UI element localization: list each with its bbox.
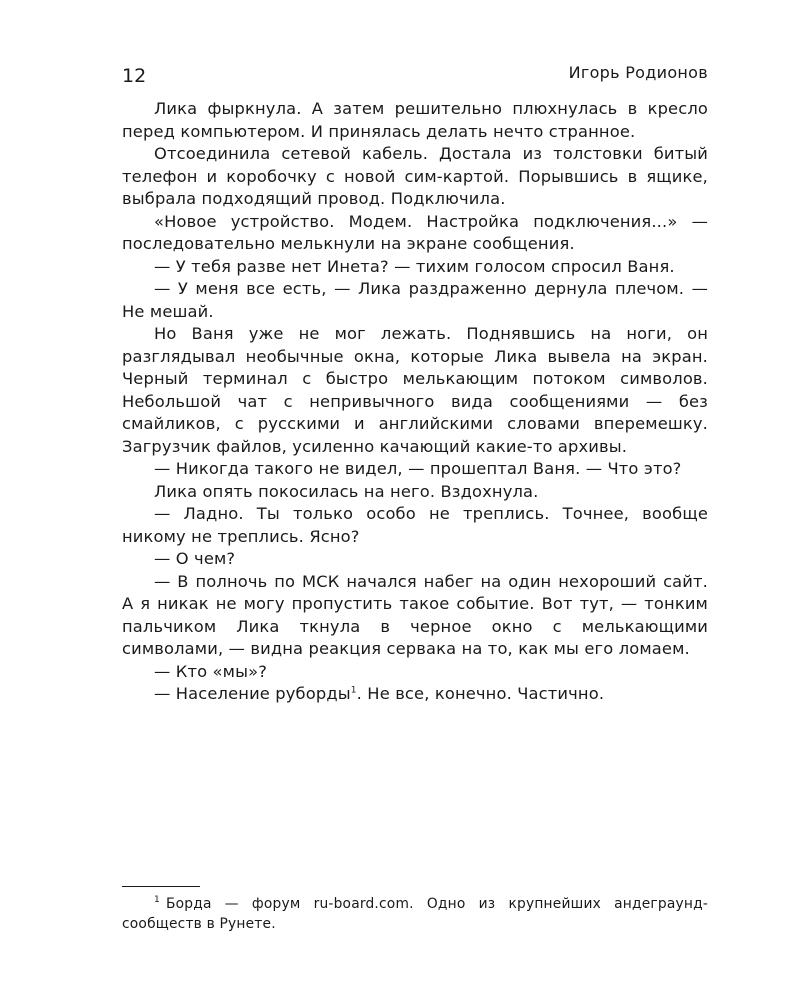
footnote-mark: 1 [154,895,160,906]
paragraph: — В полночь по МСК начался набег на один нехороший сайт. А я никак не могу пропустить такое событие. Вот тут, — тонким пальчиком Лика ткнула в черное окно с мелькающими символами, — видна реакция сервака на то, как мы его ломаем. [122,571,708,658]
paragraph: Отсоединила сетевой кабель. Достала из толстовки битый телефон и коробочку с новой сим-картой. Порывшись в ящике, выбрала подходящий провод. Подключила. [122,144,708,208]
paragraph: — Ладно. Ты только особо не треплись. Точнее, вообще никому не треплись. Ясно? [122,504,708,546]
paragraph: — У тебя разве нет Инета? — тихим голосом спросил Ваня. [154,256,675,276]
paragraph: Лика опять покосилась на него. Вздохнула. [154,481,539,501]
paragraph-text: . Не все, конечно. Частично. [356,684,605,703]
footnote-reference[interactable]: 1 [350,685,357,696]
paragraph-last [122,683,708,706]
paragraph: Лика фыркнула. А затем решительно плюхнулась в кресло перед компьютером. И принялась делать нечто странное. [122,99,708,141]
paragraph: — Кто «мы»? [154,661,267,681]
paragraph: — Никогда такого не видел, — прошептал Ваня. — Что это? [154,459,682,478]
paragraph: Но Ваня уже не мог лежать. Поднявшись на ноги, он разглядывал необычные окна, которые Лика вывела на экран. Черный терминал с быстро мелькающим потоком символов. Небольшой чат с непривычного вида сообщениями — без смайликов, с русскими и английскими словами вперемешку. Загрузчик файлов, усиленно качающий какие-то архивы. [122,324,708,456]
paragraph-text: — Население руборды [154,684,351,703]
footnote-divider [122,886,200,887]
running-head-author: Игорь Родионов [568,63,708,82]
paragraph: — У меня все есть, — Лика раздраженно дернула плечом. — Не мешай. [122,279,708,321]
footnote [122,894,708,934]
footnote-text: Борда — форум ru-board.com. Одно из крупнейших андеграунд-сообществ в Рунете. [122,896,708,932]
body-text [122,98,708,706]
paragraph: «Новое устройство. Модем. Настройка подключения...» — последовательно мелькнули на экране сообщения. [122,211,708,253]
paragraph: — О чем? [154,549,236,568]
page-number: 12 [122,65,147,87]
